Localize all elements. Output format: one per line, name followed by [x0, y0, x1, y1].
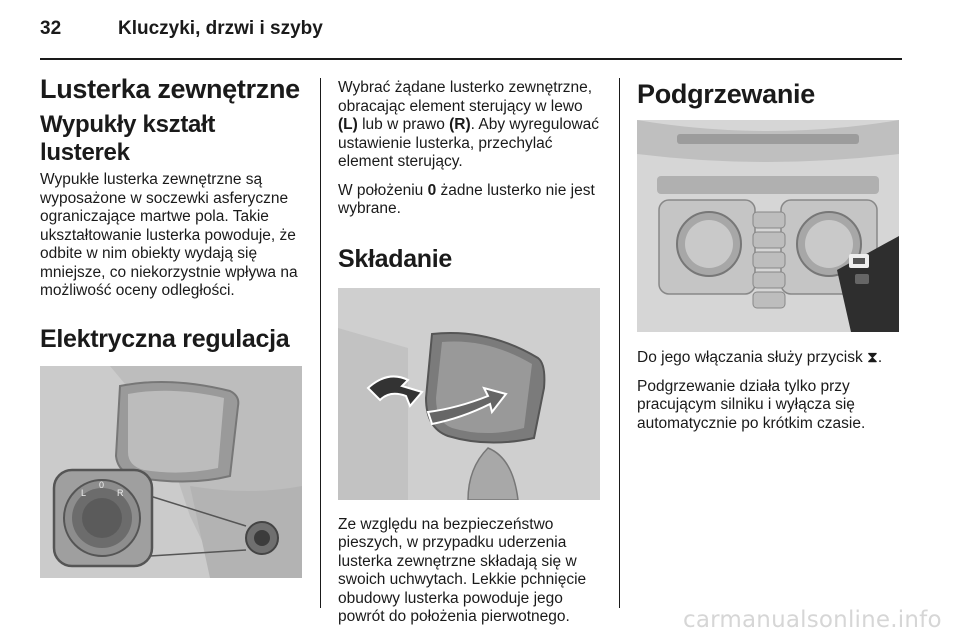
climate-panel-svg — [637, 120, 899, 332]
page-header — [40, 18, 920, 50]
right-label: (R) — [449, 116, 471, 133]
page-title: Lusterka zewnętrzne — [40, 74, 300, 104]
section-heading-heating: Podgrzewanie — [637, 79, 815, 109]
select-mirror-text: Wybrać żądane lusterko zewnętrzne, obracając element sterujący w lewo (L) lub w prawo (R). Aby wyregulować ustawienie lusterka, przechylać element sterujący. — [338, 79, 600, 170]
zero-label: 0 — [427, 181, 437, 199]
column-divider-2 — [619, 78, 620, 608]
column-3 — [637, 70, 901, 443]
heating-button-text: Do jego włączania służy przycisk ⧗. — [637, 348, 883, 366]
heating-button-illustration — [637, 120, 899, 332]
header-divider — [40, 58, 902, 60]
position-zero-text: W położeniu 0 żadne lusterko nie jest wybrane. — [338, 181, 595, 217]
section-heading-electric: Elektryczna regulacja — [40, 324, 290, 353]
label-zero: 0 — [99, 479, 105, 490]
mirror-heating-icon: ⧗ — [867, 348, 878, 366]
left-label: (L) — [338, 116, 358, 133]
mirror-folding-illustration — [338, 288, 600, 500]
page-number: 32 — [40, 18, 62, 39]
column-2 — [338, 70, 604, 637]
mirror-control-svg — [40, 366, 302, 578]
watermark: carmanualsonline.info — [683, 607, 942, 633]
chapter-title: Kluczyki, drzwi i szyby — [118, 18, 323, 39]
label-l: L — [81, 487, 87, 498]
column-divider-1 — [320, 78, 321, 608]
convex-mirror-text: Wypukłe lusterka zewnętrzne są wyposażone w soczewki asferyczne ograniczające martwe pola. Takie ukształtowanie lusterka powoduje, że odbite w nim obiekty wydają się mniejsze, co niekorzystnie wpływa na możliwość oceny odległości. — [40, 171, 298, 299]
mirror-folding-svg — [338, 288, 600, 500]
heating-info-text: Podgrzewanie działa tylko przy pracującym silniku i wyłącza się automatycznie po krótkim czasie. — [637, 377, 866, 432]
label-r: R — [117, 487, 124, 498]
section-heading-folding: Składanie — [338, 244, 453, 273]
mirror-control-illustration — [40, 366, 302, 578]
folding-text: Ze względu na bezpieczeństwo pieszych, w przypadku uderzenia lusterka zewnętrzne składają się w swoich uchwytach. Lekkie pchnięcie obudowy lusterka powoduje jego powrót do położenia pierwotnego. — [338, 515, 587, 625]
column-1 — [40, 70, 306, 578]
section-heading-convex: Wypukły kształt lusterek — [40, 111, 216, 166]
